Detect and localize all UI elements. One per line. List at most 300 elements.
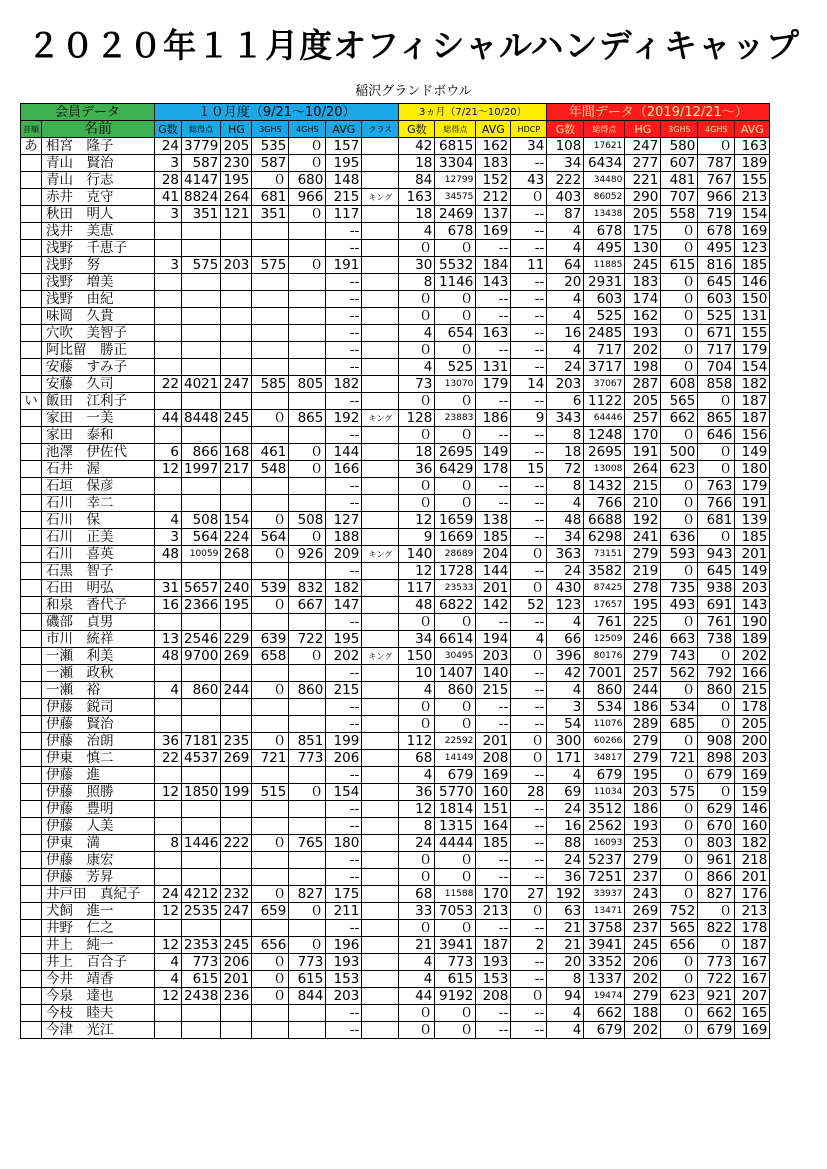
data-cell: -- — [511, 1022, 547, 1039]
data-cell: ０ — [661, 291, 698, 308]
data-cell: 290 — [625, 189, 661, 206]
data-cell — [182, 665, 221, 682]
data-cell: 615 — [289, 971, 326, 988]
table-row — [21, 189, 770, 206]
class-cell — [362, 631, 399, 648]
data-cell: 165 — [735, 1005, 770, 1022]
data-cell: 16 — [155, 597, 182, 614]
data-cell: ０ — [661, 325, 698, 342]
data-cell: 18 — [399, 444, 435, 461]
table-row — [21, 512, 770, 529]
data-cell: 12 — [155, 461, 182, 478]
data-cell: 42 — [547, 665, 584, 682]
data-cell — [221, 852, 252, 869]
data-cell: 149 — [476, 444, 511, 461]
data-cell: ０ — [252, 682, 289, 699]
table-row — [21, 1005, 770, 1022]
data-cell: ０ — [661, 852, 698, 869]
data-cell — [221, 920, 252, 937]
data-cell: 28 — [511, 784, 547, 801]
data-cell — [252, 716, 289, 733]
data-cell: 593 — [661, 546, 698, 563]
data-cell: -- — [476, 342, 511, 359]
data-cell: -- — [326, 478, 362, 495]
class-cell — [362, 869, 399, 886]
data-cell: 21 — [547, 920, 584, 937]
index-letter-cell — [21, 308, 42, 325]
data-cell: 201 — [735, 546, 770, 563]
data-cell: 244 — [221, 682, 252, 699]
data-cell: 12 — [399, 512, 435, 529]
data-cell: 14 — [511, 376, 547, 393]
data-cell: 4 — [399, 971, 435, 988]
data-cell: 195 — [326, 631, 362, 648]
data-cell: ０ — [661, 308, 698, 325]
table-row — [21, 223, 770, 240]
handicap-table — [20, 103, 770, 1039]
data-cell — [252, 920, 289, 937]
data-cell: -- — [511, 240, 547, 257]
data-cell: 4 — [155, 971, 182, 988]
data-cell: 3 — [155, 257, 182, 274]
data-cell: 3582 — [584, 563, 625, 580]
data-cell: 167 — [735, 954, 770, 971]
data-cell: 752 — [661, 903, 698, 920]
data-cell — [289, 1022, 326, 1039]
data-cell: 34480 — [584, 172, 625, 189]
member-rows — [21, 138, 770, 1039]
data-cell: ０ — [698, 937, 735, 954]
data-cell: ０ — [698, 716, 735, 733]
data-cell: 4212 — [182, 886, 221, 903]
data-cell: 6298 — [584, 529, 625, 546]
index-letter-cell — [21, 886, 42, 903]
data-cell: 851 — [289, 733, 326, 750]
data-cell: 48 — [547, 512, 584, 529]
data-cell — [155, 801, 182, 818]
data-cell: 3717 — [584, 359, 625, 376]
data-cell: 221 — [625, 172, 661, 189]
data-cell: 6815 — [435, 138, 476, 155]
data-cell: ０ — [435, 1022, 476, 1039]
data-cell: 166 — [326, 461, 362, 478]
column-header: 4GHS — [289, 121, 326, 138]
data-cell — [289, 563, 326, 580]
index-letter-cell — [21, 257, 42, 274]
data-cell: 16 — [547, 325, 584, 342]
data-cell: 244 — [625, 682, 661, 699]
data-cell: -- — [511, 291, 547, 308]
data-cell: 11885 — [584, 257, 625, 274]
data-cell: 966 — [698, 189, 735, 206]
data-cell: 2562 — [584, 818, 625, 835]
data-cell — [289, 495, 326, 512]
data-cell: 31 — [155, 580, 182, 597]
table-row — [21, 954, 770, 971]
data-cell: 662 — [661, 410, 698, 427]
data-cell: 48 — [399, 597, 435, 614]
data-cell: 245 — [221, 937, 252, 954]
member-name-cell: 阿比留 勝正 — [42, 342, 155, 359]
data-cell: 159 — [735, 784, 770, 801]
data-cell: ０ — [435, 308, 476, 325]
data-cell — [182, 1022, 221, 1039]
data-cell — [289, 1005, 326, 1022]
data-cell: 170 — [476, 886, 511, 903]
data-cell — [252, 393, 289, 410]
data-cell: 8824 — [182, 189, 221, 206]
class-cell — [362, 767, 399, 784]
data-cell: 195 — [625, 767, 661, 784]
data-cell: 201 — [221, 971, 252, 988]
data-cell: ０ — [252, 546, 289, 563]
data-cell — [182, 801, 221, 818]
data-cell: -- — [326, 818, 362, 835]
data-cell: 34 — [547, 529, 584, 546]
data-cell: 654 — [435, 325, 476, 342]
data-cell: 351 — [182, 206, 221, 223]
bowling-center-name: 稲沢グランドボウル — [355, 84, 472, 99]
class-cell — [362, 835, 399, 852]
data-cell: 183 — [625, 274, 661, 291]
data-cell — [155, 716, 182, 733]
data-cell: 615 — [182, 971, 221, 988]
data-cell: -- — [476, 427, 511, 444]
class-cell — [362, 138, 399, 155]
page-title: ２０２０年１１月度オフィシャルハンディキャップ — [27, 26, 800, 65]
data-cell — [252, 852, 289, 869]
data-cell — [252, 1005, 289, 1022]
data-cell: 247 — [221, 903, 252, 920]
data-cell: ０ — [252, 954, 289, 971]
data-cell: 179 — [476, 376, 511, 393]
member-name-cell: 一瀬 利美 — [42, 648, 155, 665]
index-letter-cell — [21, 801, 42, 818]
class-cell — [362, 988, 399, 1005]
data-cell: -- — [476, 240, 511, 257]
data-cell: 171 — [547, 750, 584, 767]
table-row — [21, 750, 770, 767]
member-name-cell: 相宮 隆子 — [42, 138, 155, 155]
class-cell — [362, 461, 399, 478]
data-cell: 264 — [625, 461, 661, 478]
data-cell — [182, 495, 221, 512]
data-cell: 34 — [547, 155, 584, 172]
data-cell — [155, 852, 182, 869]
data-cell: 564 — [182, 529, 221, 546]
member-name-cell: 井野 仁之 — [42, 920, 155, 937]
table-row — [21, 784, 770, 801]
data-cell: 6 — [547, 393, 584, 410]
data-cell — [155, 325, 182, 342]
class-cell: キング — [362, 648, 399, 665]
data-cell: 865 — [698, 410, 735, 427]
data-cell: 146 — [735, 801, 770, 818]
member-name-cell: 家田 泰和 — [42, 427, 155, 444]
column-header: クラス — [362, 121, 399, 138]
data-cell: 6 — [155, 444, 182, 461]
data-cell: 3758 — [584, 920, 625, 937]
data-cell — [155, 342, 182, 359]
data-cell: ０ — [661, 563, 698, 580]
data-cell: 4 — [547, 291, 584, 308]
data-cell: 607 — [661, 155, 698, 172]
data-cell: 7001 — [584, 665, 625, 682]
data-cell: 154 — [735, 359, 770, 376]
data-cell: 208 — [476, 988, 511, 1005]
class-cell — [362, 614, 399, 631]
data-cell: 150 — [399, 648, 435, 665]
data-cell: 193 — [625, 818, 661, 835]
data-cell: 717 — [698, 342, 735, 359]
data-cell — [289, 240, 326, 257]
table-row — [21, 1022, 770, 1039]
data-cell: 189 — [735, 155, 770, 172]
class-cell — [362, 937, 399, 954]
data-cell: 8 — [547, 971, 584, 988]
data-cell: ０ — [698, 784, 735, 801]
data-cell: 1315 — [435, 818, 476, 835]
data-cell: -- — [511, 495, 547, 512]
data-cell: 13070 — [435, 376, 476, 393]
data-cell: 43 — [511, 172, 547, 189]
data-cell: 84 — [399, 172, 435, 189]
data-cell: -- — [326, 801, 362, 818]
data-cell — [155, 274, 182, 291]
data-cell: 805 — [289, 376, 326, 393]
member-name-cell: 家田 一美 — [42, 410, 155, 427]
data-cell: ０ — [399, 393, 435, 410]
data-cell: 4 — [547, 240, 584, 257]
data-cell: 351 — [252, 206, 289, 223]
index-letter-cell — [21, 852, 42, 869]
data-cell: ０ — [399, 342, 435, 359]
table-row — [21, 325, 770, 342]
data-cell: ０ — [661, 954, 698, 971]
data-cell: ０ — [661, 1005, 698, 1022]
data-cell: 279 — [625, 733, 661, 750]
data-cell: ０ — [435, 427, 476, 444]
column-header: G数 — [547, 121, 584, 138]
data-cell: 565 — [661, 920, 698, 937]
data-cell: 659 — [252, 903, 289, 920]
index-letter-cell — [21, 750, 42, 767]
data-cell: ０ — [661, 971, 698, 988]
index-letter-cell — [21, 274, 42, 291]
table-row — [21, 835, 770, 852]
data-cell — [289, 427, 326, 444]
data-cell — [182, 393, 221, 410]
data-cell: -- — [511, 223, 547, 240]
data-cell: 7053 — [435, 903, 476, 920]
data-cell: 4 — [399, 954, 435, 971]
data-cell — [221, 359, 252, 376]
index-letter-cell — [21, 648, 42, 665]
data-cell: -- — [511, 359, 547, 376]
member-name-cell: 今津 光江 — [42, 1022, 155, 1039]
data-cell: 587 — [252, 155, 289, 172]
data-cell: 623 — [661, 988, 698, 1005]
data-cell: 222 — [547, 172, 584, 189]
data-cell: 493 — [661, 597, 698, 614]
data-cell: 186 — [476, 410, 511, 427]
data-cell: ０ — [661, 359, 698, 376]
data-cell: 773 — [435, 954, 476, 971]
table-row — [21, 410, 770, 427]
member-name-cell: 石田 明弘 — [42, 580, 155, 597]
data-cell — [252, 665, 289, 682]
table-row — [21, 699, 770, 716]
data-cell: 179 — [735, 342, 770, 359]
data-cell: 201 — [735, 869, 770, 886]
data-cell: ０ — [511, 903, 547, 920]
data-cell — [155, 699, 182, 716]
table-row — [21, 886, 770, 903]
data-cell: 153 — [326, 971, 362, 988]
table-row — [21, 767, 770, 784]
data-cell: ０ — [435, 240, 476, 257]
data-cell: ０ — [252, 835, 289, 852]
data-cell: 1997 — [182, 461, 221, 478]
data-cell: -- — [511, 427, 547, 444]
data-cell: 615 — [435, 971, 476, 988]
data-cell: ０ — [698, 138, 735, 155]
data-cell: 257 — [625, 410, 661, 427]
data-cell: 215 — [476, 682, 511, 699]
data-cell — [221, 767, 252, 784]
data-cell: 149 — [735, 563, 770, 580]
data-cell: 575 — [252, 257, 289, 274]
class-cell: キング — [362, 410, 399, 427]
data-cell: 2695 — [435, 444, 476, 461]
data-cell: 174 — [625, 291, 661, 308]
class-cell — [362, 393, 399, 410]
data-cell: 199 — [221, 784, 252, 801]
data-cell: 34 — [511, 138, 547, 155]
data-cell: 575 — [182, 257, 221, 274]
data-cell: 20 — [547, 274, 584, 291]
data-cell: 481 — [661, 172, 698, 189]
data-cell: 23533 — [435, 580, 476, 597]
data-cell: 639 — [252, 631, 289, 648]
index-letter-cell — [21, 784, 42, 801]
column-header: AVG — [326, 121, 362, 138]
data-cell: 150 — [735, 291, 770, 308]
data-cell: 680 — [289, 172, 326, 189]
data-cell: ０ — [399, 716, 435, 733]
data-cell: 138 — [476, 512, 511, 529]
data-cell: 219 — [625, 563, 661, 580]
data-cell: 2535 — [182, 903, 221, 920]
class-cell — [362, 733, 399, 750]
data-cell: 658 — [252, 648, 289, 665]
member-name-cell: 井上 純一 — [42, 937, 155, 954]
data-cell: 4 — [155, 682, 182, 699]
data-cell: 679 — [698, 767, 735, 784]
column-header: 3GHS — [252, 121, 289, 138]
data-cell: 3512 — [584, 801, 625, 818]
data-cell: ０ — [399, 869, 435, 886]
data-cell: 671 — [698, 325, 735, 342]
data-cell: 704 — [698, 359, 735, 376]
data-cell: 264 — [221, 189, 252, 206]
data-cell: 156 — [735, 427, 770, 444]
data-cell: 763 — [698, 478, 735, 495]
data-cell: 866 — [698, 869, 735, 886]
data-cell: 22 — [155, 750, 182, 767]
data-cell: 921 — [698, 988, 735, 1005]
data-cell: 186 — [625, 801, 661, 818]
class-cell — [362, 597, 399, 614]
data-cell — [221, 699, 252, 716]
data-cell: 180 — [326, 835, 362, 852]
data-cell: -- — [326, 1005, 362, 1022]
table-row — [21, 257, 770, 274]
data-cell — [155, 665, 182, 682]
data-cell — [221, 818, 252, 835]
data-cell: 160 — [476, 784, 511, 801]
data-cell: -- — [326, 427, 362, 444]
member-name-cell: 伊藤 治朗 — [42, 733, 155, 750]
data-cell: 300 — [547, 733, 584, 750]
table-row — [21, 801, 770, 818]
table-row — [21, 529, 770, 546]
data-cell: -- — [326, 274, 362, 291]
data-cell: -- — [476, 308, 511, 325]
data-cell: 232 — [221, 886, 252, 903]
data-cell: 191 — [735, 495, 770, 512]
data-cell — [252, 274, 289, 291]
data-cell — [289, 818, 326, 835]
data-cell: 4 — [547, 682, 584, 699]
data-cell: 4 — [547, 1022, 584, 1039]
data-cell: 193 — [326, 954, 362, 971]
data-cell: 685 — [661, 716, 698, 733]
index-letter-cell — [21, 546, 42, 563]
data-cell: 209 — [326, 546, 362, 563]
class-cell — [362, 308, 399, 325]
table-row — [21, 869, 770, 886]
class-cell — [362, 495, 399, 512]
data-cell — [221, 308, 252, 325]
data-cell: 213 — [735, 189, 770, 206]
data-cell: 36 — [155, 733, 182, 750]
data-cell: 860 — [182, 682, 221, 699]
data-cell: -- — [511, 716, 547, 733]
column-header: 音順 — [21, 121, 42, 138]
data-cell: 30 — [399, 257, 435, 274]
data-cell: 34817 — [584, 750, 625, 767]
data-cell: 42 — [399, 138, 435, 155]
data-cell: 63 — [547, 903, 584, 920]
data-cell: -- — [476, 291, 511, 308]
data-cell: 681 — [252, 189, 289, 206]
data-cell — [252, 325, 289, 342]
data-cell — [221, 393, 252, 410]
data-cell: 743 — [661, 648, 698, 665]
data-cell: ０ — [698, 529, 735, 546]
data-cell: 678 — [435, 223, 476, 240]
index-letter-cell — [21, 240, 42, 257]
class-cell — [362, 1022, 399, 1039]
data-cell: 14149 — [435, 750, 476, 767]
data-cell: 1407 — [435, 665, 476, 682]
table-row — [21, 903, 770, 920]
data-cell — [221, 291, 252, 308]
data-cell: 24 — [399, 835, 435, 852]
data-cell: 1248 — [584, 427, 625, 444]
data-cell: 21 — [547, 937, 584, 954]
